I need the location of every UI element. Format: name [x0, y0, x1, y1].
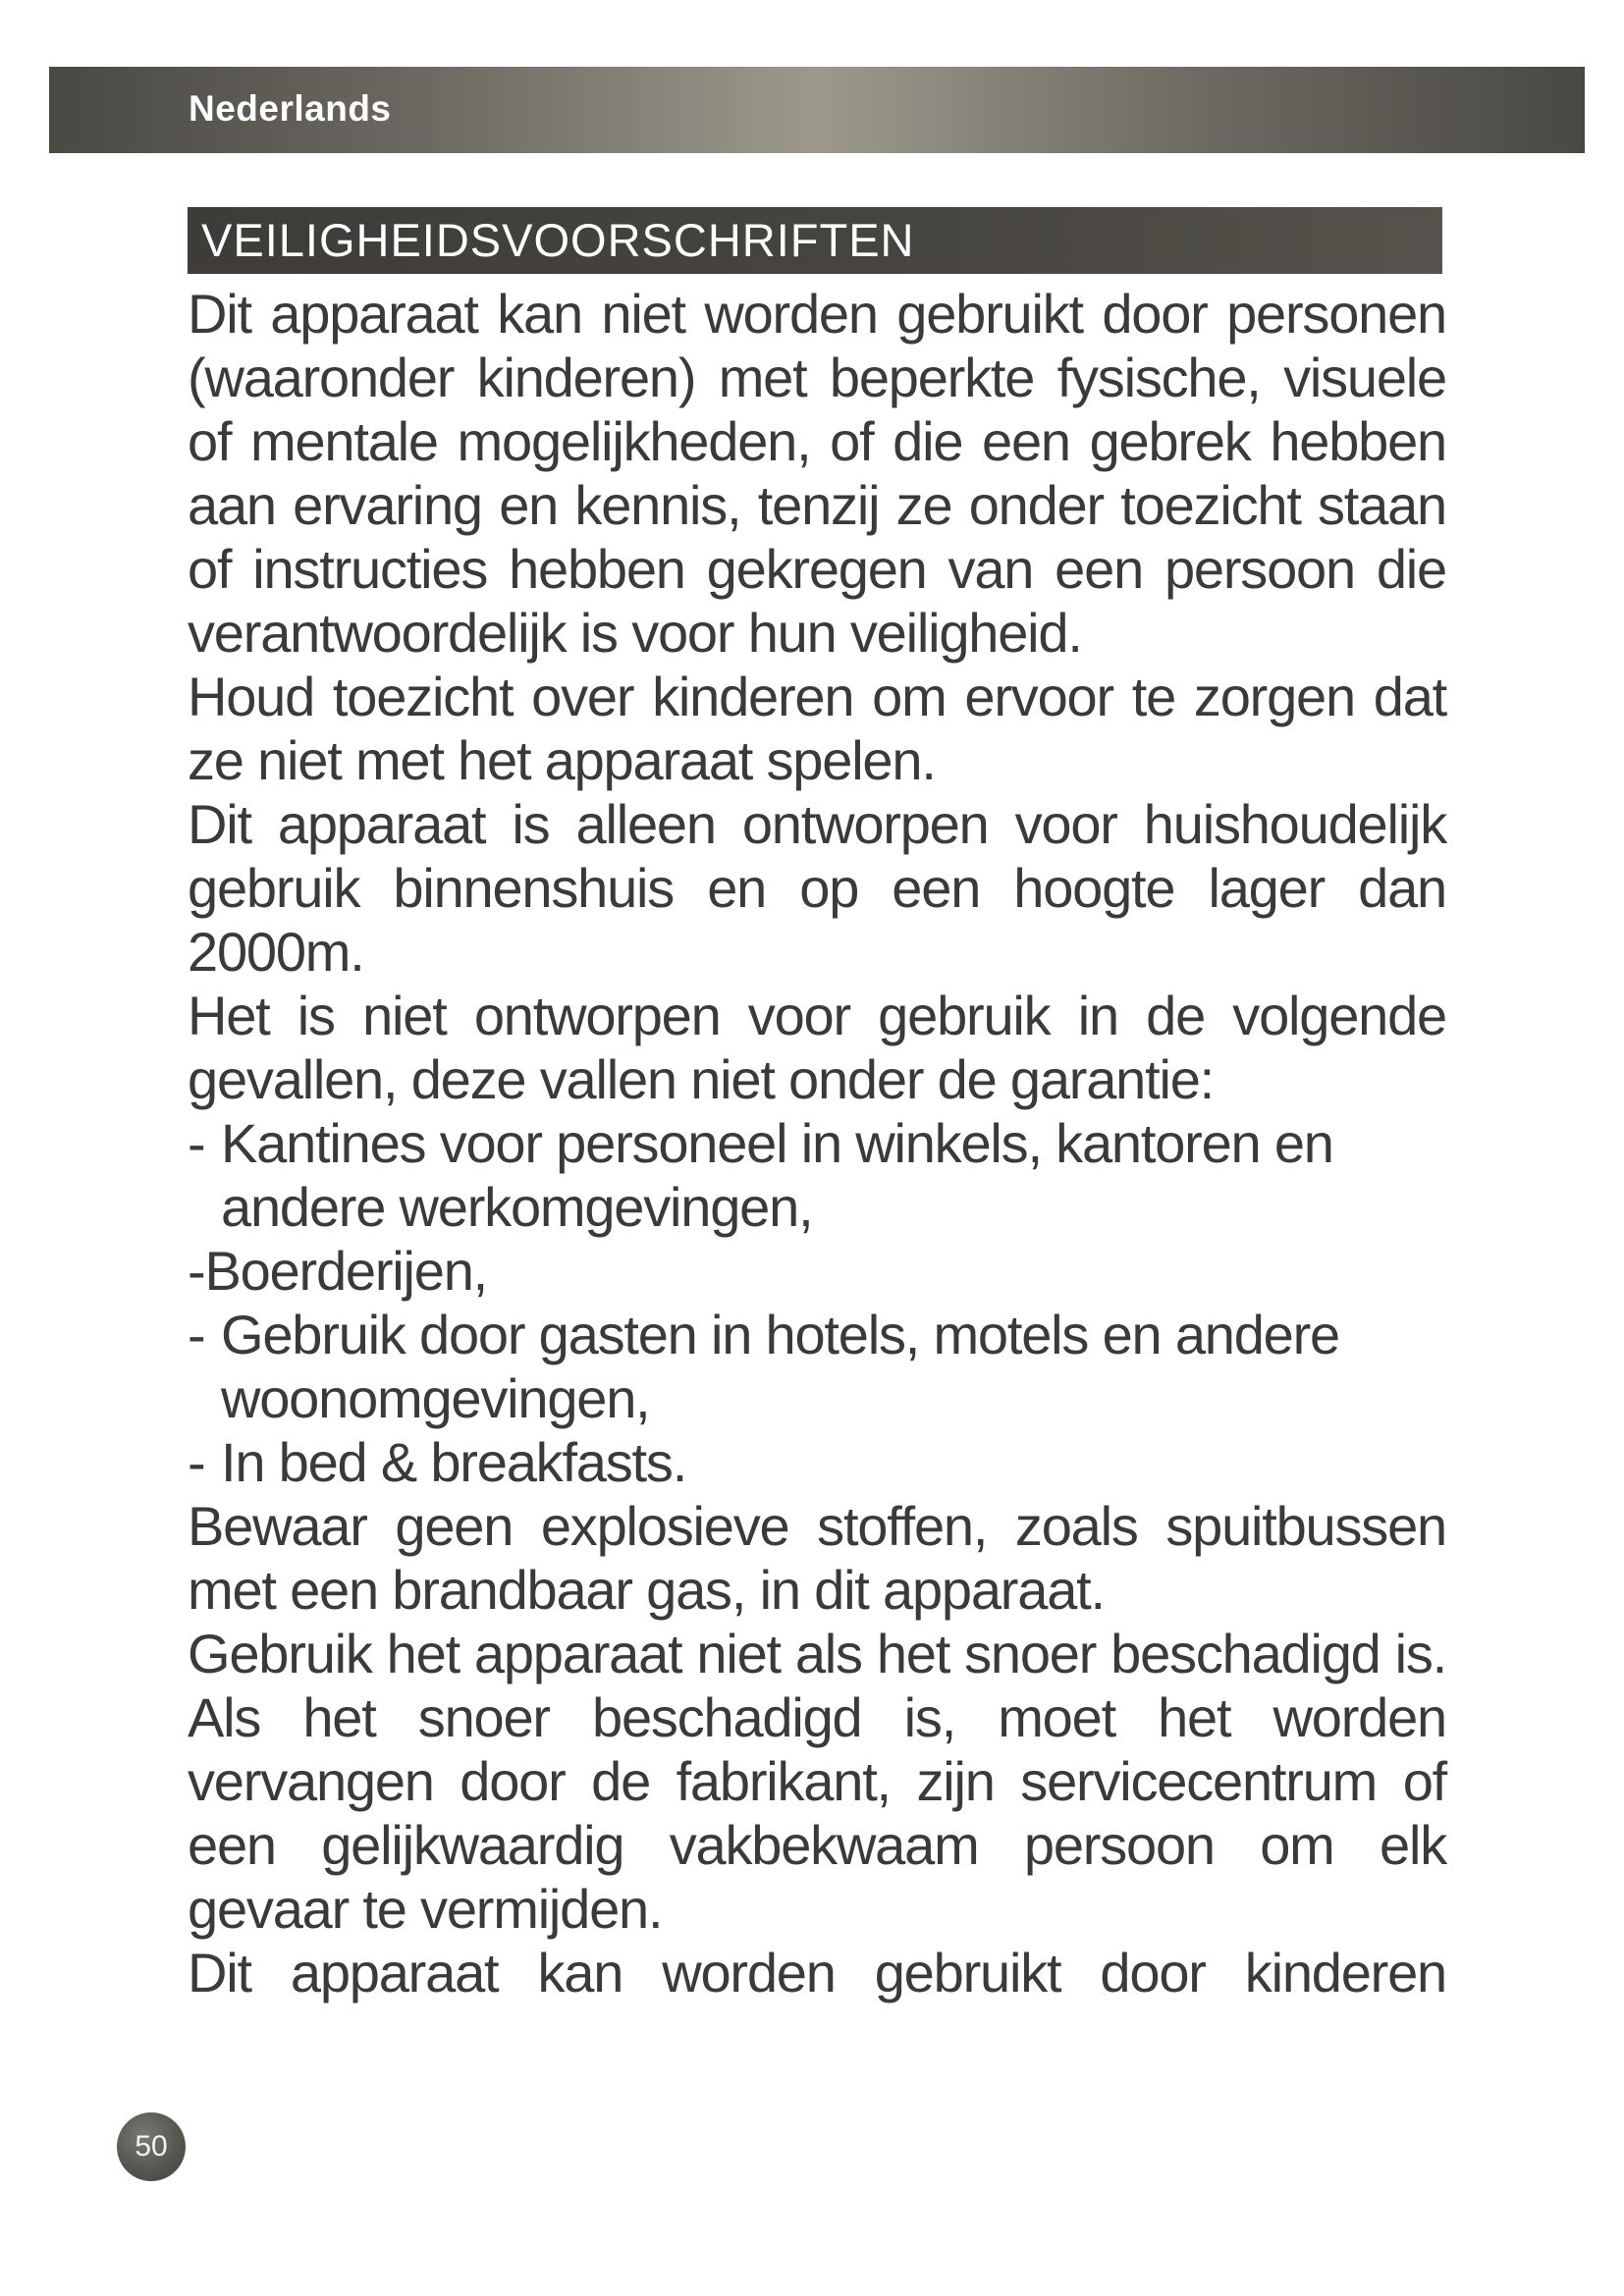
document-body [188, 282, 1446, 2004]
list-item [188, 1239, 1446, 1303]
bullet-text: Kantines voor personeel in winkels, kantoren en andere werkomgevingen, [221, 1112, 1333, 1238]
language-label: Nederlands [189, 88, 392, 129]
bullet-text: In bed & breakfasts. [221, 1431, 687, 1493]
list-item [188, 1111, 1446, 1239]
paragraph-excluded-uses: Het is niet ontworpen voor gebruik in de volgende gevallen, deze vallen niet onder de garantie: [188, 985, 1446, 1110]
paragraph-supervision-requirement: Dit apparaat kan niet worden gebruikt door personen (waaronder kinderen) met beperkte fysische, visuele of mentale mogelijkheden, of die een gebrek hebben aan ervaring en kennis, tenzij ze onder toezicht staan of instructies hebben gekregen van een persoon die verantwoordelijk is voor hun veiligheid. [188, 283, 1446, 664]
bullet-marker: - [188, 1240, 205, 1302]
page-number: 50 [117, 2112, 186, 2181]
bullet-text: Gebruik door gasten in hotels, motels en andere woonomgevingen, [221, 1304, 1339, 1429]
list-item [188, 1303, 1446, 1430]
paragraph-household-use: Dit apparaat is alleen ontworpen voor huishoudelijk gebruik binnenshuis en op een hoogte lager dan 2000m. [188, 793, 1446, 983]
bullet-marker: - [188, 1304, 205, 1365]
paragraph-children-supervision: Houd toezicht over kinderen om ervoor te zorgen dat ze niet met het apparaat spelen. [188, 666, 1446, 791]
bullet-marker: - [188, 1112, 205, 1174]
bullet-text: Boerderijen, [204, 1240, 488, 1302]
list-item [188, 1430, 1446, 1494]
section-heading: VEILIGHEIDSVOORSCHRIFTEN [188, 207, 1442, 274]
paragraph-children-use: Dit apparaat kan worden gebruikt door kinderen [188, 1942, 1446, 2003]
paragraph-explosive-substances: Bewaar geen explosieve stoffen, zoals spuitbussen met een brandbaar gas, in dit apparaat. [188, 1495, 1446, 1621]
paragraph-damaged-cord: Gebruik het apparaat niet als het snoer beschadigd is. Als het snoer beschadigd is, moet het worden vervangen door de fabrikant, zijn servicecentrum of een gelijkwaardig vakbekwaam persoon om elk gevaar te vermijden. [188, 1623, 1446, 1940]
bullet-marker: - [188, 1431, 205, 1493]
